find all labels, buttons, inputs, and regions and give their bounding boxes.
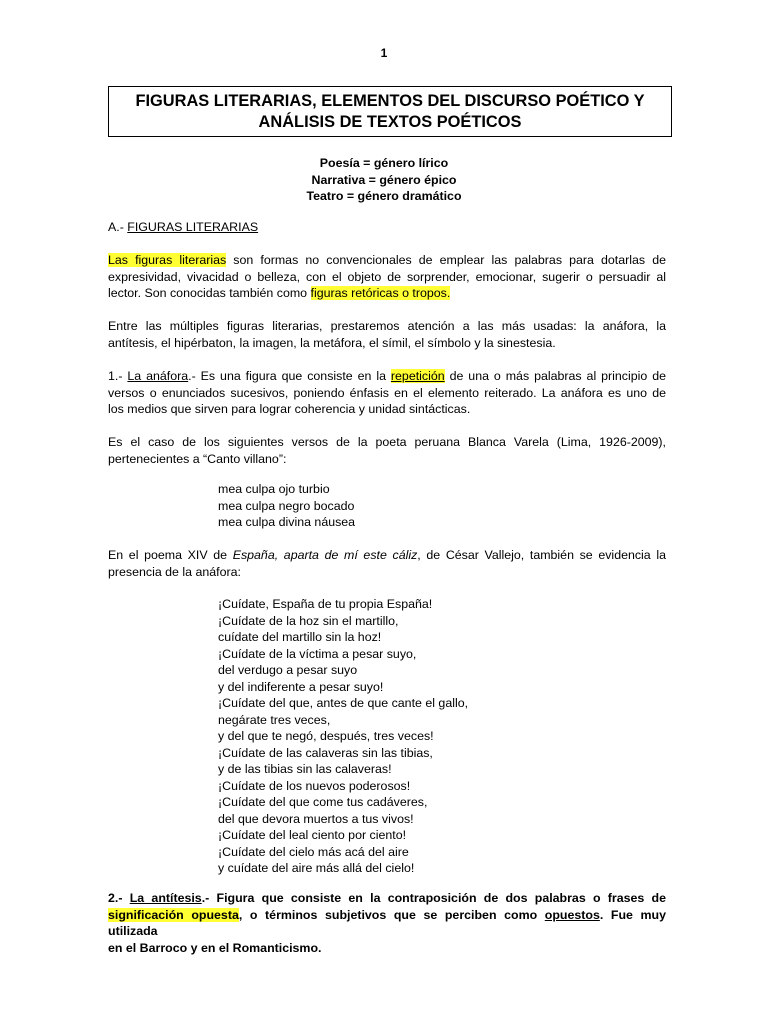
title-line-1: FIGURAS LITERARIAS, ELEMENTOS DEL DISCURSO POÉTICO Y	[135, 92, 645, 110]
anafora-paragraph: 1.- La anáfora.- Es una figura que consiste en la repetición de una o más palabras al principio de versos o enunciados sucesivos, poniendo énfasis en el elemento reiterado. La anáfora es uno de los medios que sirven para lograr coherencia y unidad sintácticas.	[108, 369, 666, 416]
genres-list	[0, 155, 768, 205]
page-number: 1	[380, 46, 388, 60]
verse-line: ¡Cuídate de las calaveras sin las tibias,	[218, 745, 433, 760]
vallejo-verses	[218, 596, 638, 877]
verse-line: ¡Cuídate del que come tus cadáveres,	[218, 795, 428, 809]
verse-line: del que devora muertos a tus vivos!	[218, 811, 414, 826]
document-title	[108, 86, 672, 137]
section-a-title: FIGURAS LITERARIAS	[127, 220, 259, 234]
vallejo-paragraph: En el poema XIV de España, aparta de mí este cáliz, de César Vallejo, también se evidencia la presencia de la anáfora:	[108, 548, 666, 579]
genre-poesia: Poesía = género lírico	[319, 156, 449, 170]
opuestos-term: opuestos	[544, 907, 600, 922]
verse-line: y del indiferente a pesar suyo!	[218, 679, 384, 694]
verse-line: del verdugo a pesar suyo	[218, 663, 358, 677]
verse-line: ¡Cuídate de la hoz sin el martillo,	[218, 613, 399, 628]
verse-line: negárate tres veces,	[218, 712, 331, 727]
genre-teatro: Teatro = género dramático	[306, 189, 462, 203]
verse-line: mea culpa ojo turbio	[218, 482, 330, 496]
verse-line: ¡Cuídate del leal ciento por ciento!	[218, 828, 407, 842]
antitesis-paragraph: 2.- La antítesis.- Figura que consiste en la contraposición de dos palabras o frases de significación opuesta, o términos subjetivos que se perciben como opuestos. Fue muy utilizada en el Barroco y en el Romanticismo.	[108, 891, 666, 955]
verse-line: ¡Cuídate del cielo más acá del aire	[218, 844, 409, 859]
verse-line: ¡Cuídate de la víctima a pesar suyo,	[218, 646, 417, 661]
book-title: España, aparta de mí este cáliz	[232, 548, 418, 562]
verse-line: ¡Cuídate de los nuevos poderosos!	[218, 778, 411, 793]
antitesis-term: La antítesis	[129, 891, 202, 905]
varela-paragraph: Es el caso de los siguientes versos de la poeta peruana Blanca Varela (Lima, 1926-2009), pertenecientes a “Canto villano”:	[108, 435, 666, 466]
varela-verses	[218, 481, 638, 531]
verse-line: mea culpa divina náusea	[218, 515, 356, 529]
genre-narrativa: Narrativa = género épico	[311, 172, 457, 187]
highlight-figuras-literarias: Las figuras literarias	[108, 253, 227, 267]
verse-line: ¡Cuídate del que, antes de que cante el gallo,	[218, 696, 469, 710]
verse-line: ¡Cuídate, España de tu propia España!	[218, 597, 433, 611]
verse-line: y del que te negó, después, tres veces!	[218, 729, 434, 743]
verse-line: y de las tibias sin las calaveras!	[218, 762, 392, 776]
section-a-heading: A.- FIGURAS LITERARIAS	[108, 220, 259, 234]
verse-line: cuídate del martillo sin la hoz!	[218, 630, 382, 644]
overview-paragraph: Entre las múltiples figuras literarias, prestaremos atención a las más usadas: la anáfora, la antítesis, el hipérbaton, la imagen, la metáfora, el símil, el símbolo y la sinestesia.	[108, 319, 666, 350]
highlight-repeticion: repetición	[390, 369, 445, 383]
verse-line: mea culpa negro bocado	[218, 498, 355, 513]
anafora-term: La anáfora	[127, 369, 189, 383]
highlight-figuras-retoricas: figuras retóricas o tropos.	[310, 286, 451, 300]
title-line-2: ANÁLISIS DE TEXTOS POÉTICOS	[258, 113, 522, 131]
verse-line: y cuídate del aire más allá del cielo!	[218, 861, 415, 875]
intro-paragraph: Las figuras literarias son formas no convencionales de emplear las palabras para dotarlas de expresividad, vivacidad o belleza, con el objeto de sorprender, emocionar, sugerir o persuadir al lector. Son conocidas también como figuras retóricas o tropos.	[108, 253, 666, 300]
highlight-significacion-opuesta: significación opuesta	[108, 907, 239, 922]
